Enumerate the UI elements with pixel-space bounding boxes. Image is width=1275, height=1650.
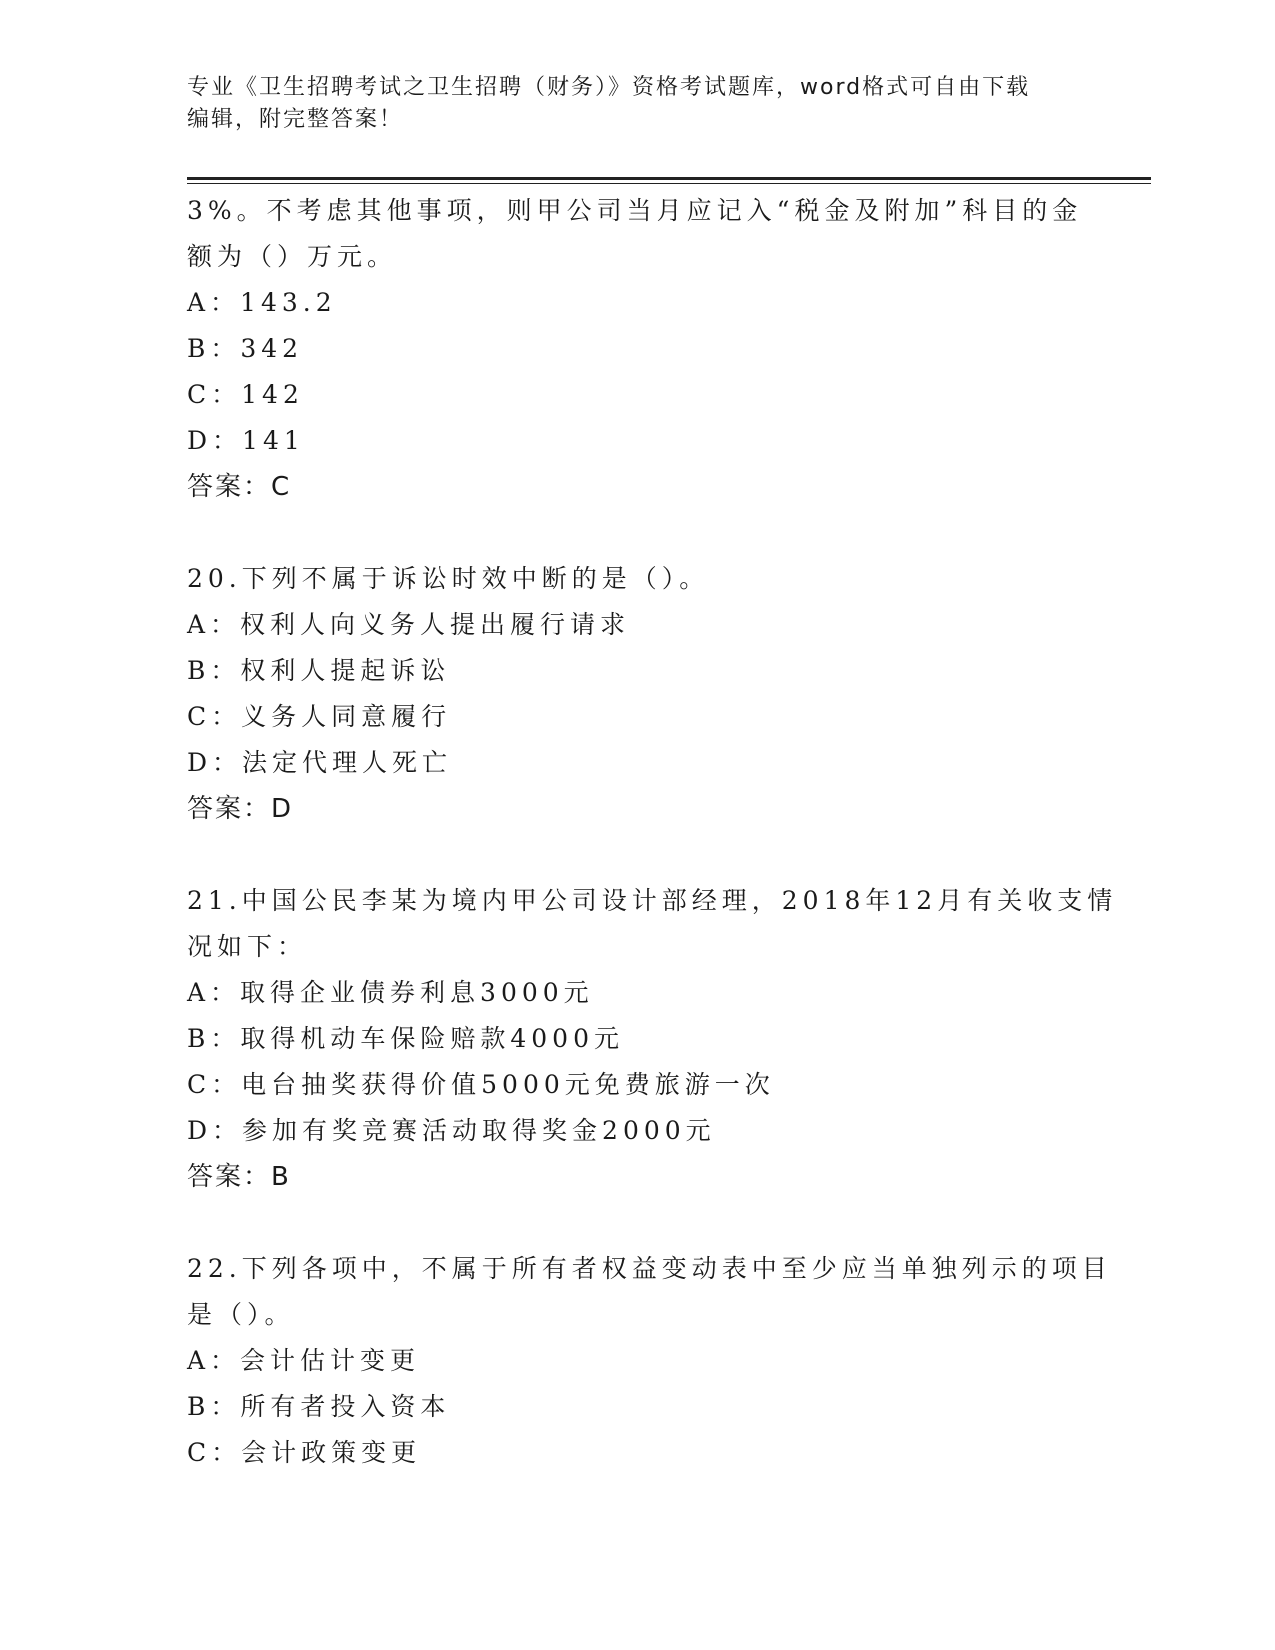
question-19 [187,188,1087,510]
question-22 [187,1246,1112,1476]
question-stem: 额为（）万元。 [187,242,398,271]
option-d: D：141 [187,426,305,455]
option-c: C：142 [187,380,304,409]
question-stem: 20.下列不属于诉讼时效中断的是（）。 [187,564,710,593]
option-d: D：法定代理人死亡 [187,748,453,777]
answer: 答案：C [187,472,292,502]
option-b: B：取得机动车保险赔款4000元 [187,1024,624,1053]
question-stem: 是（）。 [187,1300,295,1329]
answer: 答案：D [187,794,294,824]
option-b: B：所有者投入资本 [187,1392,451,1421]
option-b: B：权利人提起诉讼 [187,656,451,685]
option-b: B：342 [187,334,304,363]
question-list [187,188,1118,1476]
option-d: D：参加有奖竞赛活动取得奖金2000元 [187,1116,716,1145]
option-c: C：会计政策变更 [187,1438,422,1467]
question-stem: 况如下： [187,932,308,961]
header-divider-thin [187,183,1151,184]
option-a: A：取得企业债券利息3000元 [187,978,594,1007]
question-stem: 3%。不考虑其他事项，则甲公司当月应记入“税金及附加”科目的金 [187,196,1083,225]
document-header [187,72,1087,136]
header-line-1: 专业《卫生招聘考试之卫生招聘（财务）》资格考试题库，word格式可自由下载 [187,75,1031,100]
header-line-2: 编辑，附完整答案！ [187,107,404,132]
question-20 [187,556,1087,832]
option-c: C：义务人同意履行 [187,702,452,731]
answer: 答案：B [187,1162,291,1192]
option-c: C：电台抽奖获得价值5000元免费旅游一次 [187,1070,775,1099]
question-stem: 22.下列各项中，不属于所有者权益变动表中至少应当单独列示的项目 [187,1254,1112,1283]
option-a: A：权利人向义务人提出履行请求 [187,610,631,639]
header-divider-thick [187,177,1151,180]
spacer [187,1200,1087,1246]
spacer [187,510,1087,556]
spacer [187,832,1087,878]
question-21 [187,878,1118,1200]
option-a: A：会计估计变更 [187,1346,421,1375]
question-stem: 21.中国公民李某为境内甲公司设计部经理，2018年12月有关收支情 [187,886,1118,915]
option-a: A：143.2 [187,288,337,317]
